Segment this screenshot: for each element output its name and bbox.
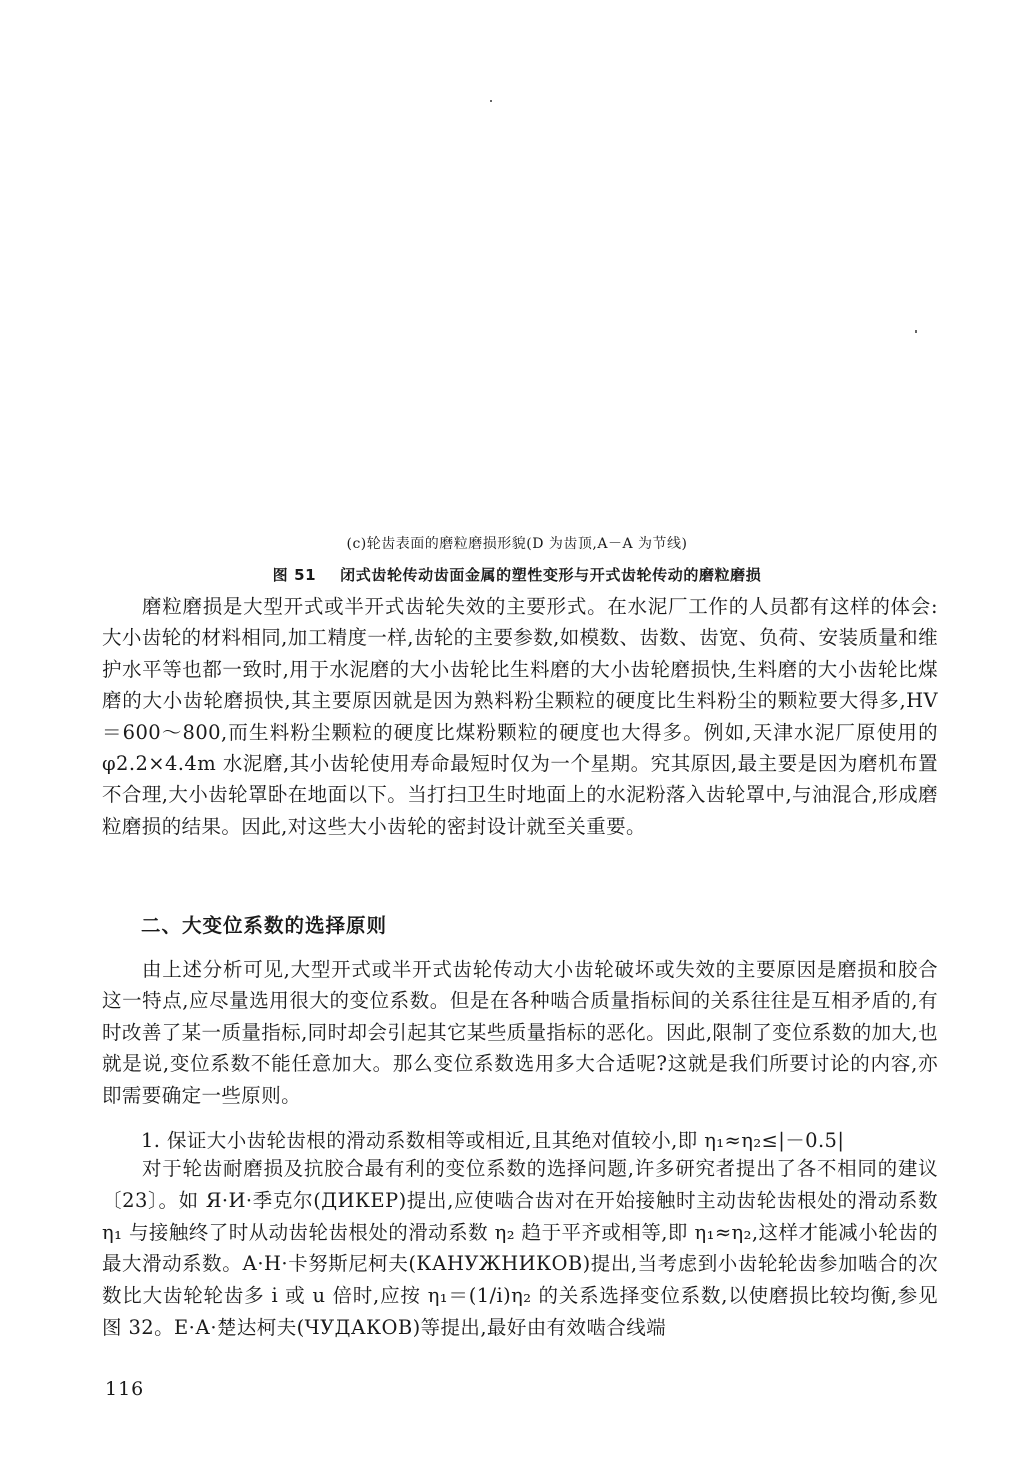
figure-number: 图 51 <box>272 566 317 584</box>
paragraph-abrasive-wear: 磨粒磨损是大型开式或半开式齿轮失效的主要形式。在水泥厂工作的人员都有这样的体会:大小齿轮的材料相同,加工精度一样,齿轮的主要参数,如模数、齿数、齿宽、负荷、安装质量和维护水平等也都一致时,用于水泥磨的大小齿轮比生料磨的大小齿轮磨损快,生料磨的大小齿轮比煤磨的大小齿轮磨损快,其主要原因就是因为熟料粉尘颗粒的硬度比生料粉尘的颗粒要大得多,HV＝600～800,而生料粉尘颗粒的硬度比煤粉颗粒的硬度也大得多。例如,天津水泥厂原使用的φ2.2×4.4m 水泥磨,其小齿轮使用寿命最短时仅为一个星期。究其原因,最主要是因为磨机布置不合理,大小齿轮罩卧在地面以下。当打扫卫生时地面上的水泥粉落入齿轮罩中,与油混合,形成磨粒磨损的结果。因此,对这些大小齿轮的密封设计就至关重要。 <box>102 595 938 838</box>
section-heading: 二、大变位系数的选择原则 <box>141 914 388 937</box>
paragraph-researcher-proposals: 对于轮齿耐磨损及抗胶合最有利的变位系数的选择问题,许多研究者提出了各不相同的建议〔23〕。如 Я·И·季克尔(ДИКЕР)提出,应使啮合齿对在开始接触时主动齿轮齿根处的滑动系数 η₁ 与接触终了时从动齿轮齿根处的滑动系数 η₂ 趋于平齐或相等,即 η₁≈η₂,这样才能减小轮齿的最大滑动系数。А·Н·卡努斯尼柯夫(КАНУЖНИКОВ)提出,当考虑到小齿轮轮齿参加啮合的次数比大齿轮轮齿多 i 或 u 倍时,应按 η₁＝(1/i)η₂ 的关系选择变位系数,以使磨损比较均衡,参见图 32。Е·А·楚达柯夫(ЧУДАКОВ)等提出,最好由有效啮合线端 <box>102 1157 938 1339</box>
paragraph-selection-analysis: 由上述分析可见,大型开式或半开式齿轮传动大小齿轮破坏或失效的主要原因是磨损和胶合这一特点,应尽量选用很大的变位系数。但是在各种啮合质量指标间的关系往往是互相矛盾的,有时改善了某一质量指标,同时却会引起其它某些质量指标的恶化。因此,限制了变位系数的加大,也就是说,变位系数不能任意加大。那么变位系数选用多大合适呢?这就是我们所要讨论的内容,亦即需要确定一些原则。 <box>102 958 938 1107</box>
principle-1: 1. 保证大小齿轮齿根的滑动系数相等或相近,且其绝对值较小,即 η₁≈η₂≤|－0.5| <box>141 1129 845 1152</box>
figure-title: 闭式齿轮传动齿面金属的塑性变形与开式齿轮传动的磨粒磨损 <box>340 566 762 584</box>
figure-caption <box>0 564 1034 585</box>
scan-speck <box>915 330 917 333</box>
figure-subcaption: (c)轮齿表面的磨粒磨损形貌(D 为齿顶,A－A 为节线) <box>346 536 688 552</box>
scan-speck <box>490 100 492 102</box>
page-number: 116 <box>105 1378 145 1400</box>
